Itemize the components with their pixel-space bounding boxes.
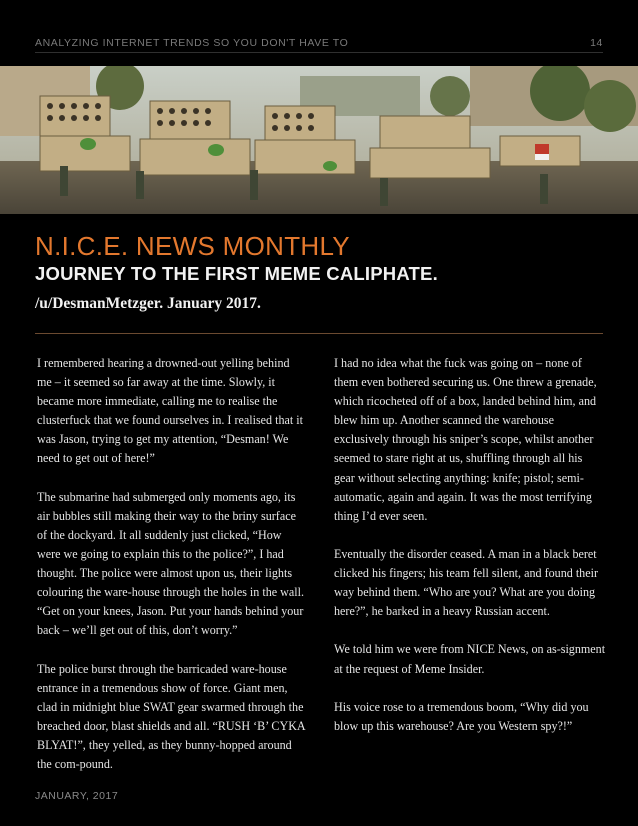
body-column-right [334,354,606,755]
magazine-title: N.I.C.E. NEWS MONTHLY [35,231,350,261]
hero-photo [0,66,638,214]
paragraph: I had no idea what the fuck was going on – none of them even bothered securing us. One threw a grenade, which ricocheted off of a box, landed behind him, and blew him up. Another scanned the warehouse exclusively through his sniper’s scope, whilst another seemed to stare right at us, shuffling through all his gear without selecting anything: knife; pistol; semi-automatic, again and again. It was the most terrifying thing I’d ever seen. [334,356,597,523]
paragraph: Eventually the disorder ceased. A man in a black beret clicked his fingers; his team fell silent, and found their way behind them. “Who are you? What are you doing here?”, he barked in a heavy Russian accent. [334,546,598,619]
page-number: 14 [590,37,603,49]
running-header [35,33,603,53]
paragraph: We told him we were from NICE News, on as-signment at the request of Meme Insider. [334,642,606,676]
paragraph: The submarine had submerged only moments ago, its air bubbles still making their way to the briny surface of the dockyard. It all suddenly just clicked, “How were we going to explain this to the police?”, I had thought. The police were almost upon us, their lights colouring the ware-house through the holes in the wall. “Get on your knees, Jason. Put your hands behind your back – we’ll get out of this, don’t worry.” [37,489,305,638]
paragraph: His voice rose to a tremendous boom, “Why did you blow up this warehouse? Are you Western spy?!” [334,699,589,733]
paragraph: I remembered hearing a drowned-out yelling behind me – it seemed so far away at the time. Slowly, it became more immediate, calling me to realise the clusterfuck that we found ourselves in. I realised that it was Jason, trying to get my attention, “Desman! We need to get out of here!” [37,356,303,466]
header-tagline: ANALYZING INTERNET TRENDS SO YOU DON'T HAVE TO [35,37,349,49]
body-column-left [37,354,307,793]
footer-date: JANUARY, 2017 [35,790,119,802]
header-divider [35,52,603,53]
title-divider [35,333,603,334]
paragraph: The police burst through the barricaded ware-house entrance in a tremendous show of force. Giant men, clad in midnight blue SWAT gear swarmed through the breached door, blast shields and all. “RUSH ‘B’ CYKA BLYAT!”, they yelled, as they bunny-hopped around the com-pound. [37,661,305,771]
article-title: JOURNEY TO THE FIRST MEME CALIPHATE. [35,263,438,284]
article-byline: /u/DesmanMetzger. January 2017. [35,295,261,312]
photo-icon [0,66,638,214]
